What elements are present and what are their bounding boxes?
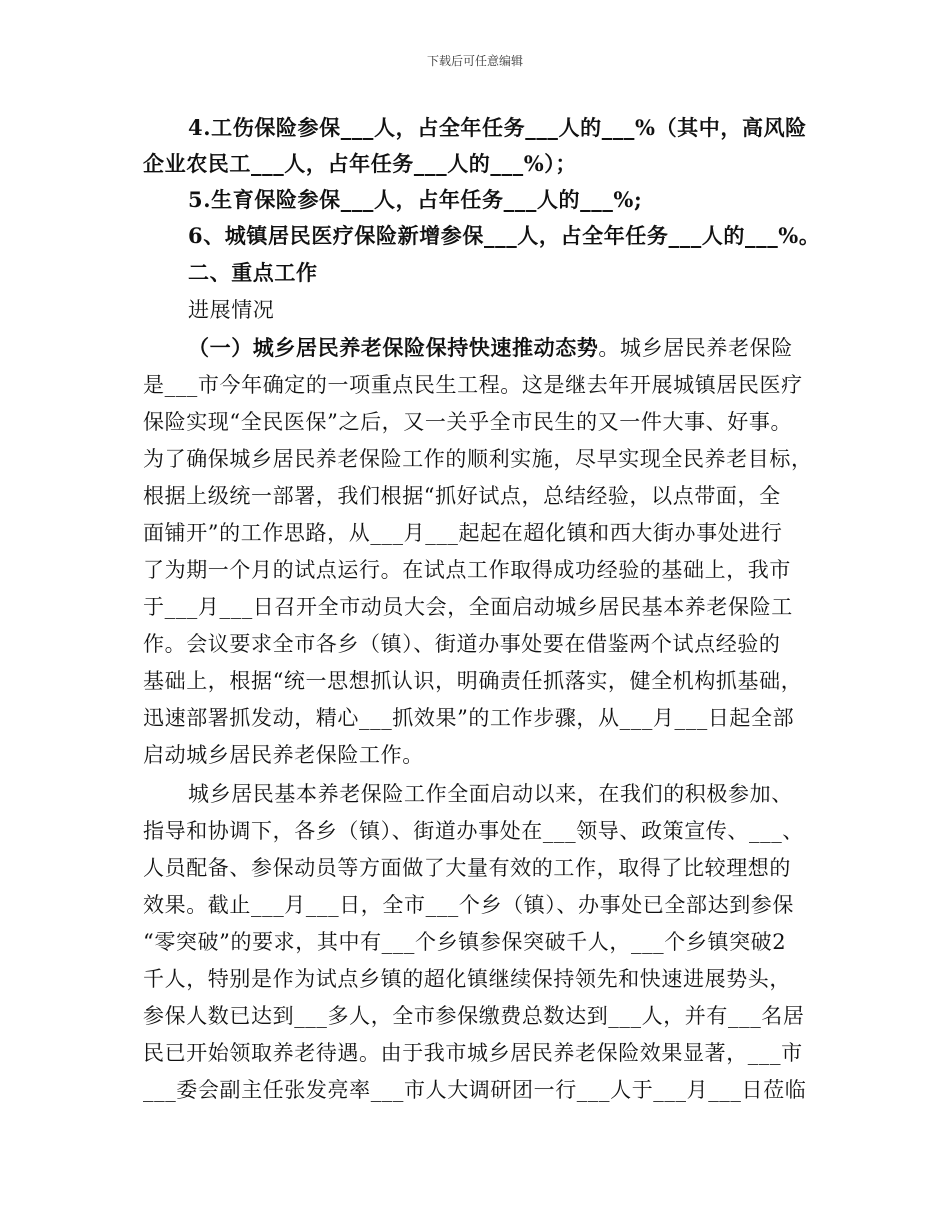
text-line: 启动城乡居民养老保险工作。 (143, 743, 424, 767)
text-line: 迅速部署抓发动，精心___抓效果”的工作步骤，从___月___日起全部 (143, 706, 795, 730)
text-line: 民已开始领取养老待遇。由于我市城乡居民养老保险效果显著，___市 (143, 1041, 803, 1065)
text-line: 效果。截止___月___日，全市___个乡（镇）、办事处已全部达到参保 (143, 893, 794, 917)
paragraph-lead-line (188, 334, 793, 362)
text-line: 指导和协调下，各乡（镇）、街道办事处在___领导、政策宣传、___、 (143, 819, 804, 843)
text-line: 保险实现“全民医保”之后，又一关乎全市民生的又一件大事、好事。 (143, 410, 793, 434)
page-header: 下载后可任意编辑 (426, 54, 523, 68)
text-line: “零突破”的要求，其中有___个乡镇参保突破千人，___个乡镇突破2 (143, 930, 787, 954)
text-line: 作。会议要求全市各乡（镇）、街道办事处要在借鉴两个试点经验的 (143, 632, 781, 656)
text-line: 参保人数已达到___多人，全市参保缴费总数达到___人，并有___名居 (143, 1004, 805, 1028)
lead-phrase: （一）城乡居民养老保险保持快速推动态势 (188, 335, 599, 360)
text-line: 是___市今年确定的一项重点民生工程。这是继去年开展城镇居民医疗 (143, 373, 803, 397)
text-line: ___委会副主任张发亮率___市人大调研团一行___人于___月___日莅临 (143, 1078, 807, 1102)
text-line: 面铺开”的工作思路，从___月___起起在超化镇和西大街办事处进行 (143, 521, 783, 545)
lead-rest: 。城乡居民养老保险 (598, 336, 793, 360)
text-line: 为了确保城乡居民养老保险工作的顺利实施，尽早实现全民养老目标， (143, 447, 813, 471)
text-line: 了为期一个月的试点运行。在试点工作取得成功经验的基础上，我市 (143, 558, 791, 582)
text-line: 进展情况 (188, 298, 275, 322)
text-line: 基础上，根据“统一思想抓认识，明确责任抓落实，健全机构抓基础， (143, 669, 803, 693)
text-line: 于___月___日召开全市动员大会，全面启动城乡居民基本养老保险工 (143, 595, 793, 619)
section-heading: 二、重点工作 (188, 260, 318, 285)
text-line: 根据上级统一部署，我们根据“抓好试点，总结经验，以点带面，全 (143, 484, 781, 508)
text-line: 城乡居民基本养老保险工作全面启动以来，在我们的积极参加、 (188, 782, 793, 806)
text-line: 5.生育保险参保___人，占年任务___人的___%; (188, 187, 643, 212)
text-line: 4.工伤保险参保___人，占全年任务___人的___%（其中，高风险 (188, 115, 807, 140)
text-line: 千人，特别是作为试点乡镇的超化镇继续保持领先和快速进展势头， (143, 967, 791, 991)
text-line: 6、城镇居民医疗保险新增参保___人，占全年任务___人的___%。 (188, 223, 821, 248)
text-line: 企业农民工___人，占年任务___人的___%）； (143, 151, 577, 176)
text-line: 人员配备、参保动员等方面做了大量有效的工作，取得了比较理想的 (143, 856, 791, 880)
